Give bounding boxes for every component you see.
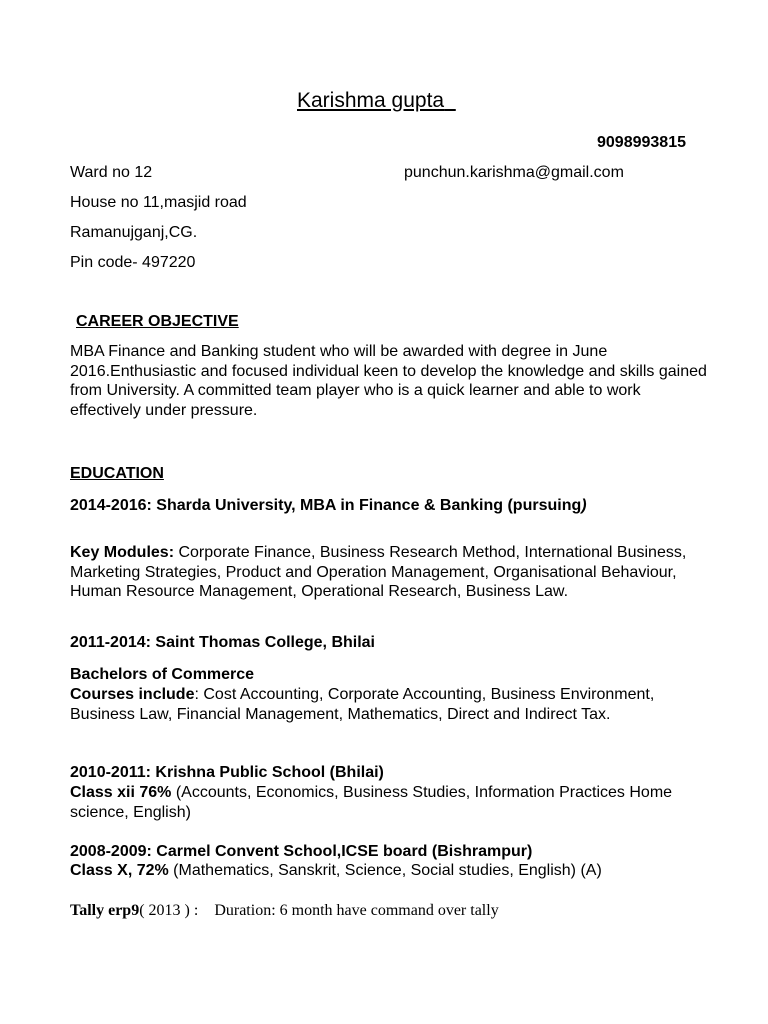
career-objective-text: MBA Finance and Banking student who will be awarded with degree in June 2016.Enthusiastic and focused individual keen to develop the knowledge and skills gained from University. A committed team player who is a quick learner and able to work effectively under pressure. <box>70 343 707 419</box>
mba-title: 2014-2016: Sharda University, MBA in Finance & Banking (pursuing) <box>70 497 587 514</box>
bcom-courses: Courses include: Cost Accounting, Corporate Accounting, Business Environment, Business Law, Financial Management, Mathematics, Direct and Indirect Tax. <box>70 686 655 723</box>
address-line-1: Ward no 12 <box>70 164 153 181</box>
phone-number: 9098993815 <box>597 134 686 151</box>
address-line-4: Pin code- 497220 <box>70 254 196 271</box>
address-line-2: House no 11,masjid road <box>70 194 247 211</box>
class-xii-details: Class xii 76% (Accounts, Economics, Business Studies, Information Practices Home science, English) <box>70 784 673 821</box>
career-objective-heading: CAREER OBJECTIVE <box>76 313 239 330</box>
email-address: punchun.karishma@gmail.com <box>404 164 624 181</box>
bcom-degree: Bachelors of Commerce <box>70 666 255 683</box>
address-line-3: Ramanujganj,CG. <box>70 224 198 241</box>
tally-line: Tally erp9( 2013 ) : Duration: 6 month have command over tally <box>70 902 499 919</box>
class-xii-title: 2010-2011: Krishna Public School (Bhilai) <box>70 764 384 781</box>
education-heading: EDUCATION <box>70 465 164 482</box>
mba-key-modules: Key Modules: Corporate Finance, Business Research Method, International Business, Marketing Strategies, Product and Operation Management, Organisational Behaviour, Human Resource Management, Operational Research, Business Law. <box>70 544 687 600</box>
class-x-title: 2008-2009: Carmel Convent School,ICSE board (Bishrampur) <box>70 843 533 860</box>
candidate-name: Karishma gupta <box>297 89 445 112</box>
class-x-details: Class X, 72% (Mathematics, Sanskrit, Science, Social studies, English) (A) <box>70 862 602 879</box>
bcom-title: 2011-2014: Saint Thomas College, Bhilai <box>70 634 375 651</box>
